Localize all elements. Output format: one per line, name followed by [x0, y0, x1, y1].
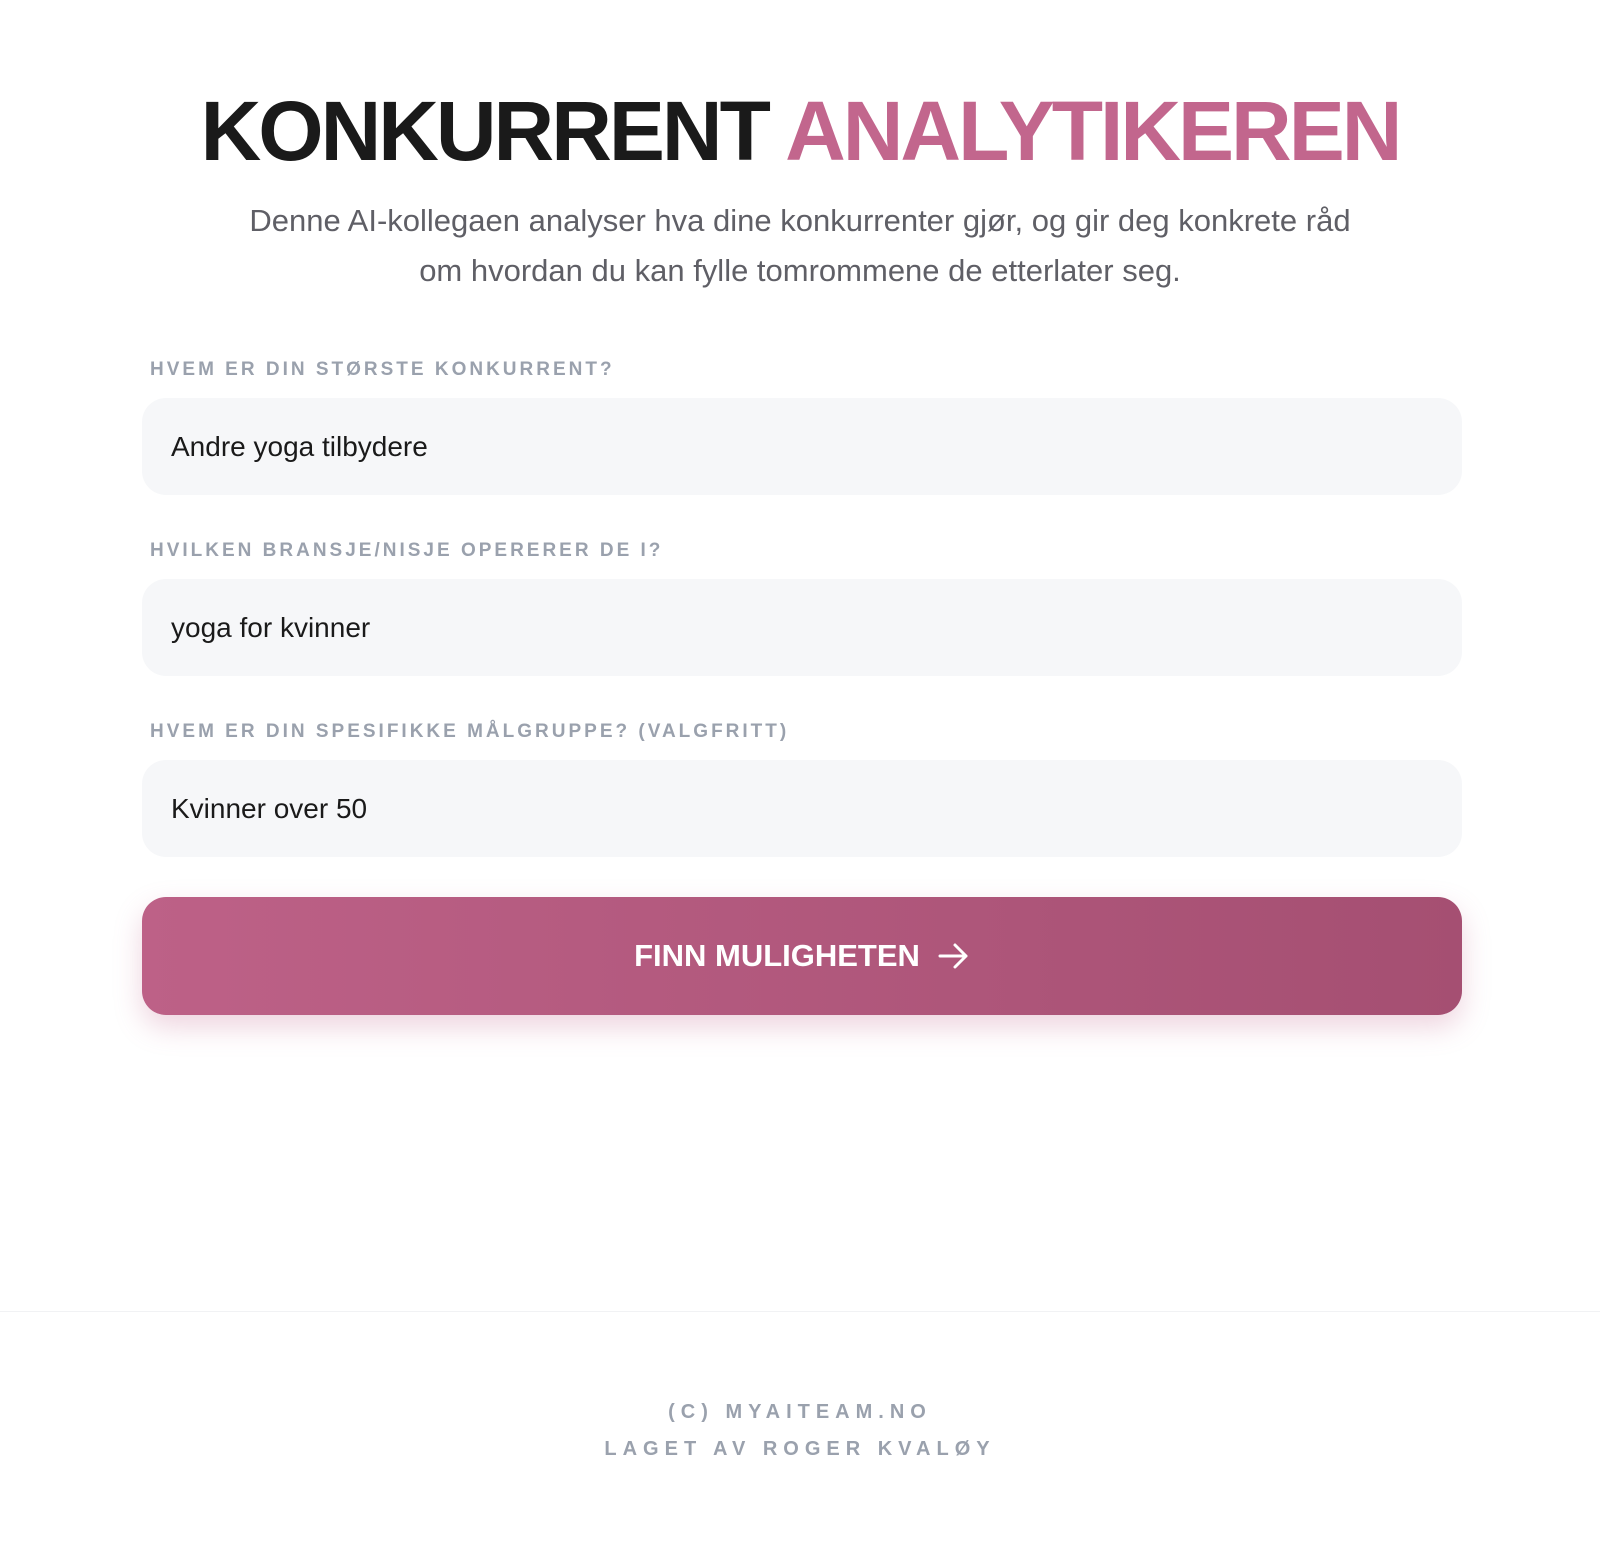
arrow-right-icon: [938, 942, 970, 970]
page-title: [0, 86, 1600, 176]
competitor-input[interactable]: [142, 398, 1462, 495]
footer-credit: LAGET AV ROGER KVALØY: [604, 1438, 996, 1460]
find-opportunity-label: FINN MULIGHETEN: [634, 938, 920, 973]
page-title-part2: ANALYTIKEREN: [785, 84, 1400, 178]
page-subtitle: Denne AI-kollegaen analyser hva dine konkurrenter gjør, og gir deg konkrete råd om hvordan du kan fylle tomrommene de etterlater seg.: [249, 203, 1351, 288]
audience-input[interactable]: [142, 760, 1462, 857]
audience-label: HVEM ER DIN SPESIFIKKE MÅLGRUPPE? (VALGFRITT): [150, 721, 790, 742]
page-title-part1: KONKURRENT: [200, 84, 768, 178]
find-opportunity-button[interactable]: [142, 897, 1462, 1015]
footer-copyright: (C) MYAITEAM.NO: [668, 1401, 932, 1423]
industry-label: HVILKEN BRANSJE/NISJE OPERERER DE I?: [150, 540, 664, 561]
industry-input[interactable]: [142, 579, 1462, 676]
competitor-label: HVEM ER DIN STØRSTE KONKURRENT?: [150, 359, 615, 380]
footer-divider: [0, 1311, 1600, 1312]
